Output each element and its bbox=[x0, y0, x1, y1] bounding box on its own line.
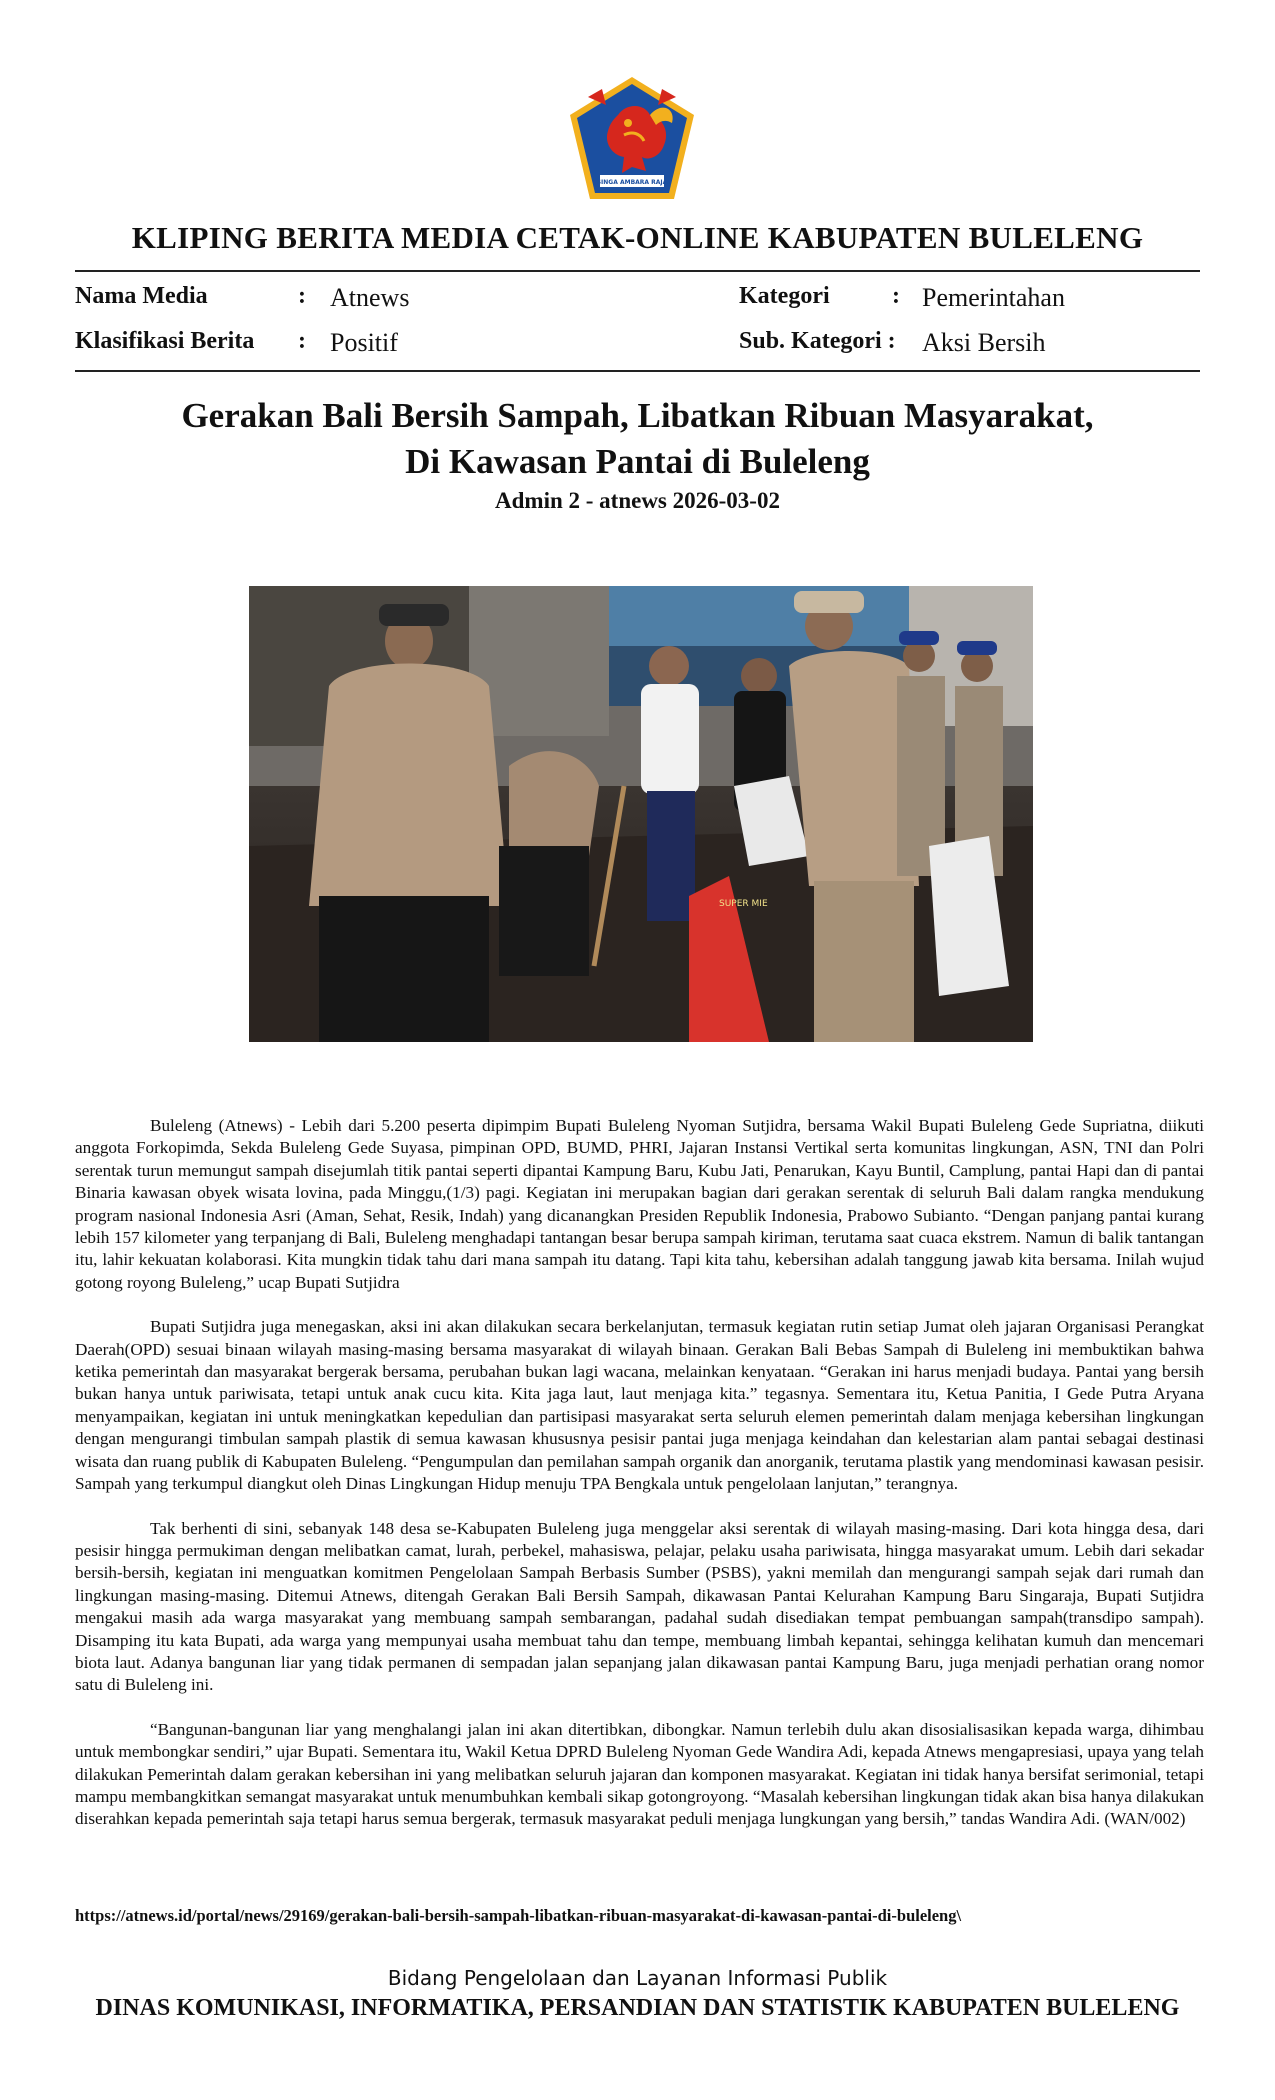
article-byline: Admin 2 - atnews 2026-03-02 bbox=[495, 488, 780, 513]
subkategori-label: Sub. Kategori : bbox=[739, 328, 896, 354]
kategori-label: Kategori bbox=[739, 283, 830, 309]
article-body bbox=[75, 1115, 1204, 1853]
article-headline-line2: Di Kawasan Pantai di Buleleng bbox=[405, 442, 870, 481]
subkategori-value: Aksi Bersih bbox=[922, 328, 1046, 357]
kategori-value: Pemerintahan bbox=[922, 283, 1065, 312]
article-photo bbox=[249, 586, 1033, 1042]
article-paragraph-3: Tak berhenti di sini, sebanyak 148 desa se-Kabupaten Buleleng juga menggelar aksi serentak di wilayah masing-masing. Dari kota hingga desa, dari pesisir hingga permukiman dengan melibatkan camat, lurah, perbekel, mahasiswa, pelajar, pelaku usaha pariwisata, hingga masyarakat umum. Lebih dari sekadar bersih-bersih, kegiatan ini menguatkan komitmen Pengelolaan Sampah Berbasis Sumber (PSBS), yakni memilah dan mengurangi sampah sejak dari rumah dan lingkungan masing-masing. Ditemui Atnews, ditengah Gerakan Bali Bersih Sampah, dikawasan Pantai Kelurahan Kampung Baru Singaraja, Bupati Sutjidra mengakui masih ada warga masyarakat yang membuang sampah sembarangan, padahal sudah disediakan tempat pembuangan sampah(transdipo sampah). Disamping itu kata Bupati, ada warga yang mempunyai usaha membuat tahu dan tempe, membuang limbah kepantai, sehingga kelihatan kumuh dan mencemari biota laut. Adanya bangunan liar yang tidak permanen di sempadan jalan sepanjang jalan dikawasan pantai Kampung Baru, juga menjadi perhatian orang nomor satu di Buleleng ini. bbox=[75, 1518, 1204, 1695]
media-label: Nama Media bbox=[75, 283, 208, 309]
article-paragraph-4: “Bangunan-bangunan liar yang menghalangi jalan ini akan ditertibkan, dibongkar. Namun terlebih dulu akan disosialisasikan kepada warga, dihimbau untuk membongkar sendiri,” ujar Bupati. Sementara itu, Wakil Ketua DPRD Buleleng Nyoman Gede Wandira Adi, kepada Atnews mengapresiasi, upaya yang telah dilakukan Pemerintah dalam gerakan kebersihan ini yang melibatkan seluruh jajaran dan komponen masyarakat. Kegiatan ini tidak hanya bersifat serimonial, tetapi mampu membangkitkan semangat masyarakat untuk menumbuhkan kembali sikap gotongroyong. “Masalah kebersihan lingkungan tidak akan bisa hanya dilakukan diserahkan kepada pemerintah saja tetapi harus semua bergerak, termasuk masyarakat peduli menjaga lungkungan yang bersih,” tandas Wandira Adi. (WAN/002) bbox=[75, 1719, 1204, 1829]
page-header-title: KLIPING BERITA MEDIA CETAK-ONLINE KABUPATEN BULELENG bbox=[131, 220, 1144, 255]
kategori-colon: : bbox=[892, 283, 900, 309]
article-headline-line1: Gerakan Bali Bersih Sampah, Libatkan Ribuan Masyarakat, bbox=[181, 396, 1094, 435]
klasifikasi-colon: : bbox=[298, 328, 306, 354]
klasifikasi-label: Klasifikasi Berita bbox=[75, 328, 255, 354]
klasifikasi-value: Positif bbox=[330, 328, 398, 357]
bag-brand-text: SUPER MIE bbox=[719, 899, 768, 909]
media-value: Atnews bbox=[330, 283, 410, 312]
header-top-rule bbox=[75, 270, 1200, 272]
header-bottom-rule bbox=[75, 370, 1200, 372]
logo-motto: SINGA AMBARA RAJA bbox=[596, 179, 668, 186]
footer-department: Bidang Pengelolaan dan Layanan Informasi Publik bbox=[387, 1966, 888, 1990]
article-paragraph-1: Buleleng (Atnews) - Lebih dari 5.200 peserta dipimpim Bupati Buleleng Nyoman Sutjidra, bersama Wakil Bupati Buleleng Gede Supriatna, diikuti anggota Forkopimda, Sekda Buleleng Gede Suyasa, pimpinan OPD, BUMD, PHRI, Jajaran Instansi Vertikal serta komunitas lingkungan, ASN, TNI dan Polri serentak turun memungut sampah disejumlah titik pantai seperti dipantai Kampung Baru, Kubu Jati, Penarukan, Kayu Buntil, Camplung, pantai Hapi dan di pantai Binaria kawasan obyek wisata lovina, pada Minggu,(1/3) pagi. Kegiatan ini merupakan bagian dari gerakan serentak di seluruh Bali dalam rangka mendukung program nasional Indonesia Asri (Aman, Sehat, Resik, Indah) yang dicanangkan Presiden Republik Indonesia, Prabowo Subianto. “Dengan panjang pantai kurang lebih 157 kilometer yang terpanjang di Bali, Buleleng menghadapi tantangan besar berupa sampah kiriman, terutama saat cuaca ekstrem. Namun di balik tantangan itu, lahir kekuatan kolaborasi. Kita mungkin tidak tahu dari mana sampah itu datang. Tapi kita tahu, kebersihan adalah tanggung jawab kita bersama. Inilah wujud gotong royong Buleleng,” ucap Bupati Sutjidra bbox=[75, 1116, 1204, 1292]
footer-agency: DINAS KOMUNIKASI, INFORMATIKA, PERSANDIAN DAN STATISTIK KABUPATEN BULELENG bbox=[95, 1995, 1180, 2021]
buleleng-logo bbox=[566, 75, 698, 201]
article-paragraph-2: Bupati Sutjidra juga menegaskan, aksi ini akan dilakukan secara berkelanjutan, termasuk kegiatan rutin setiap Jumat oleh jajaran Organisasi Perangkat Daerah(OPD) sesuai binaan wilayah masing-masing bersama masyarakat di wilayah binaan. Gerakan Bali Bebas Sampah di Buleleng ini membuktikan bahwa ketika pemerintah dan masyarakat bergerak bersama, perubahan bukan lagi wacana, melainkan kenyataan. “Gerakan ini harus menjadi budaya. Pantai yang bersih bukan hanya untuk pariwisata, tetapi untuk anak cucu kita. Kita jaga laut, laut menjaga kita.” tegasnya. Sementara itu, Ketua Panitia, I Gede Putra Aryana menyampaikan, kegiatan ini untuk meningkatkan kepedulian dan partisipasi masyarakat serta seluruh elemen pemerintah dalam menjaga kebersihan lingkungan dengan mengurangi timbulan sampah plastik di semua kawasan khususnya pesisir pantai juga menjaga keindahan dan kelestarian alam pantai sebagai destinasi wisata dan ruang publik di Kabupaten Buleleng. “Pengumpulan dan pemilahan sampah organik dan anorganik, terutama plastik yang mendominasi kawasan pesisir. Sampah yang terkumpul diangkut oleh Dinas Lingkungan Hidup menuju TPA Bengkala untuk pengelolaan lanjutan,” terangnya. bbox=[75, 1317, 1204, 1494]
media-colon: : bbox=[298, 283, 306, 309]
article-source-url[interactable]: https://atnews.id/portal/news/29169/gerakan-bali-bersih-sampah-libatkan-ribuan-masyarakat-di-kawasan-pantai-di-buleleng\ bbox=[75, 1906, 962, 1925]
